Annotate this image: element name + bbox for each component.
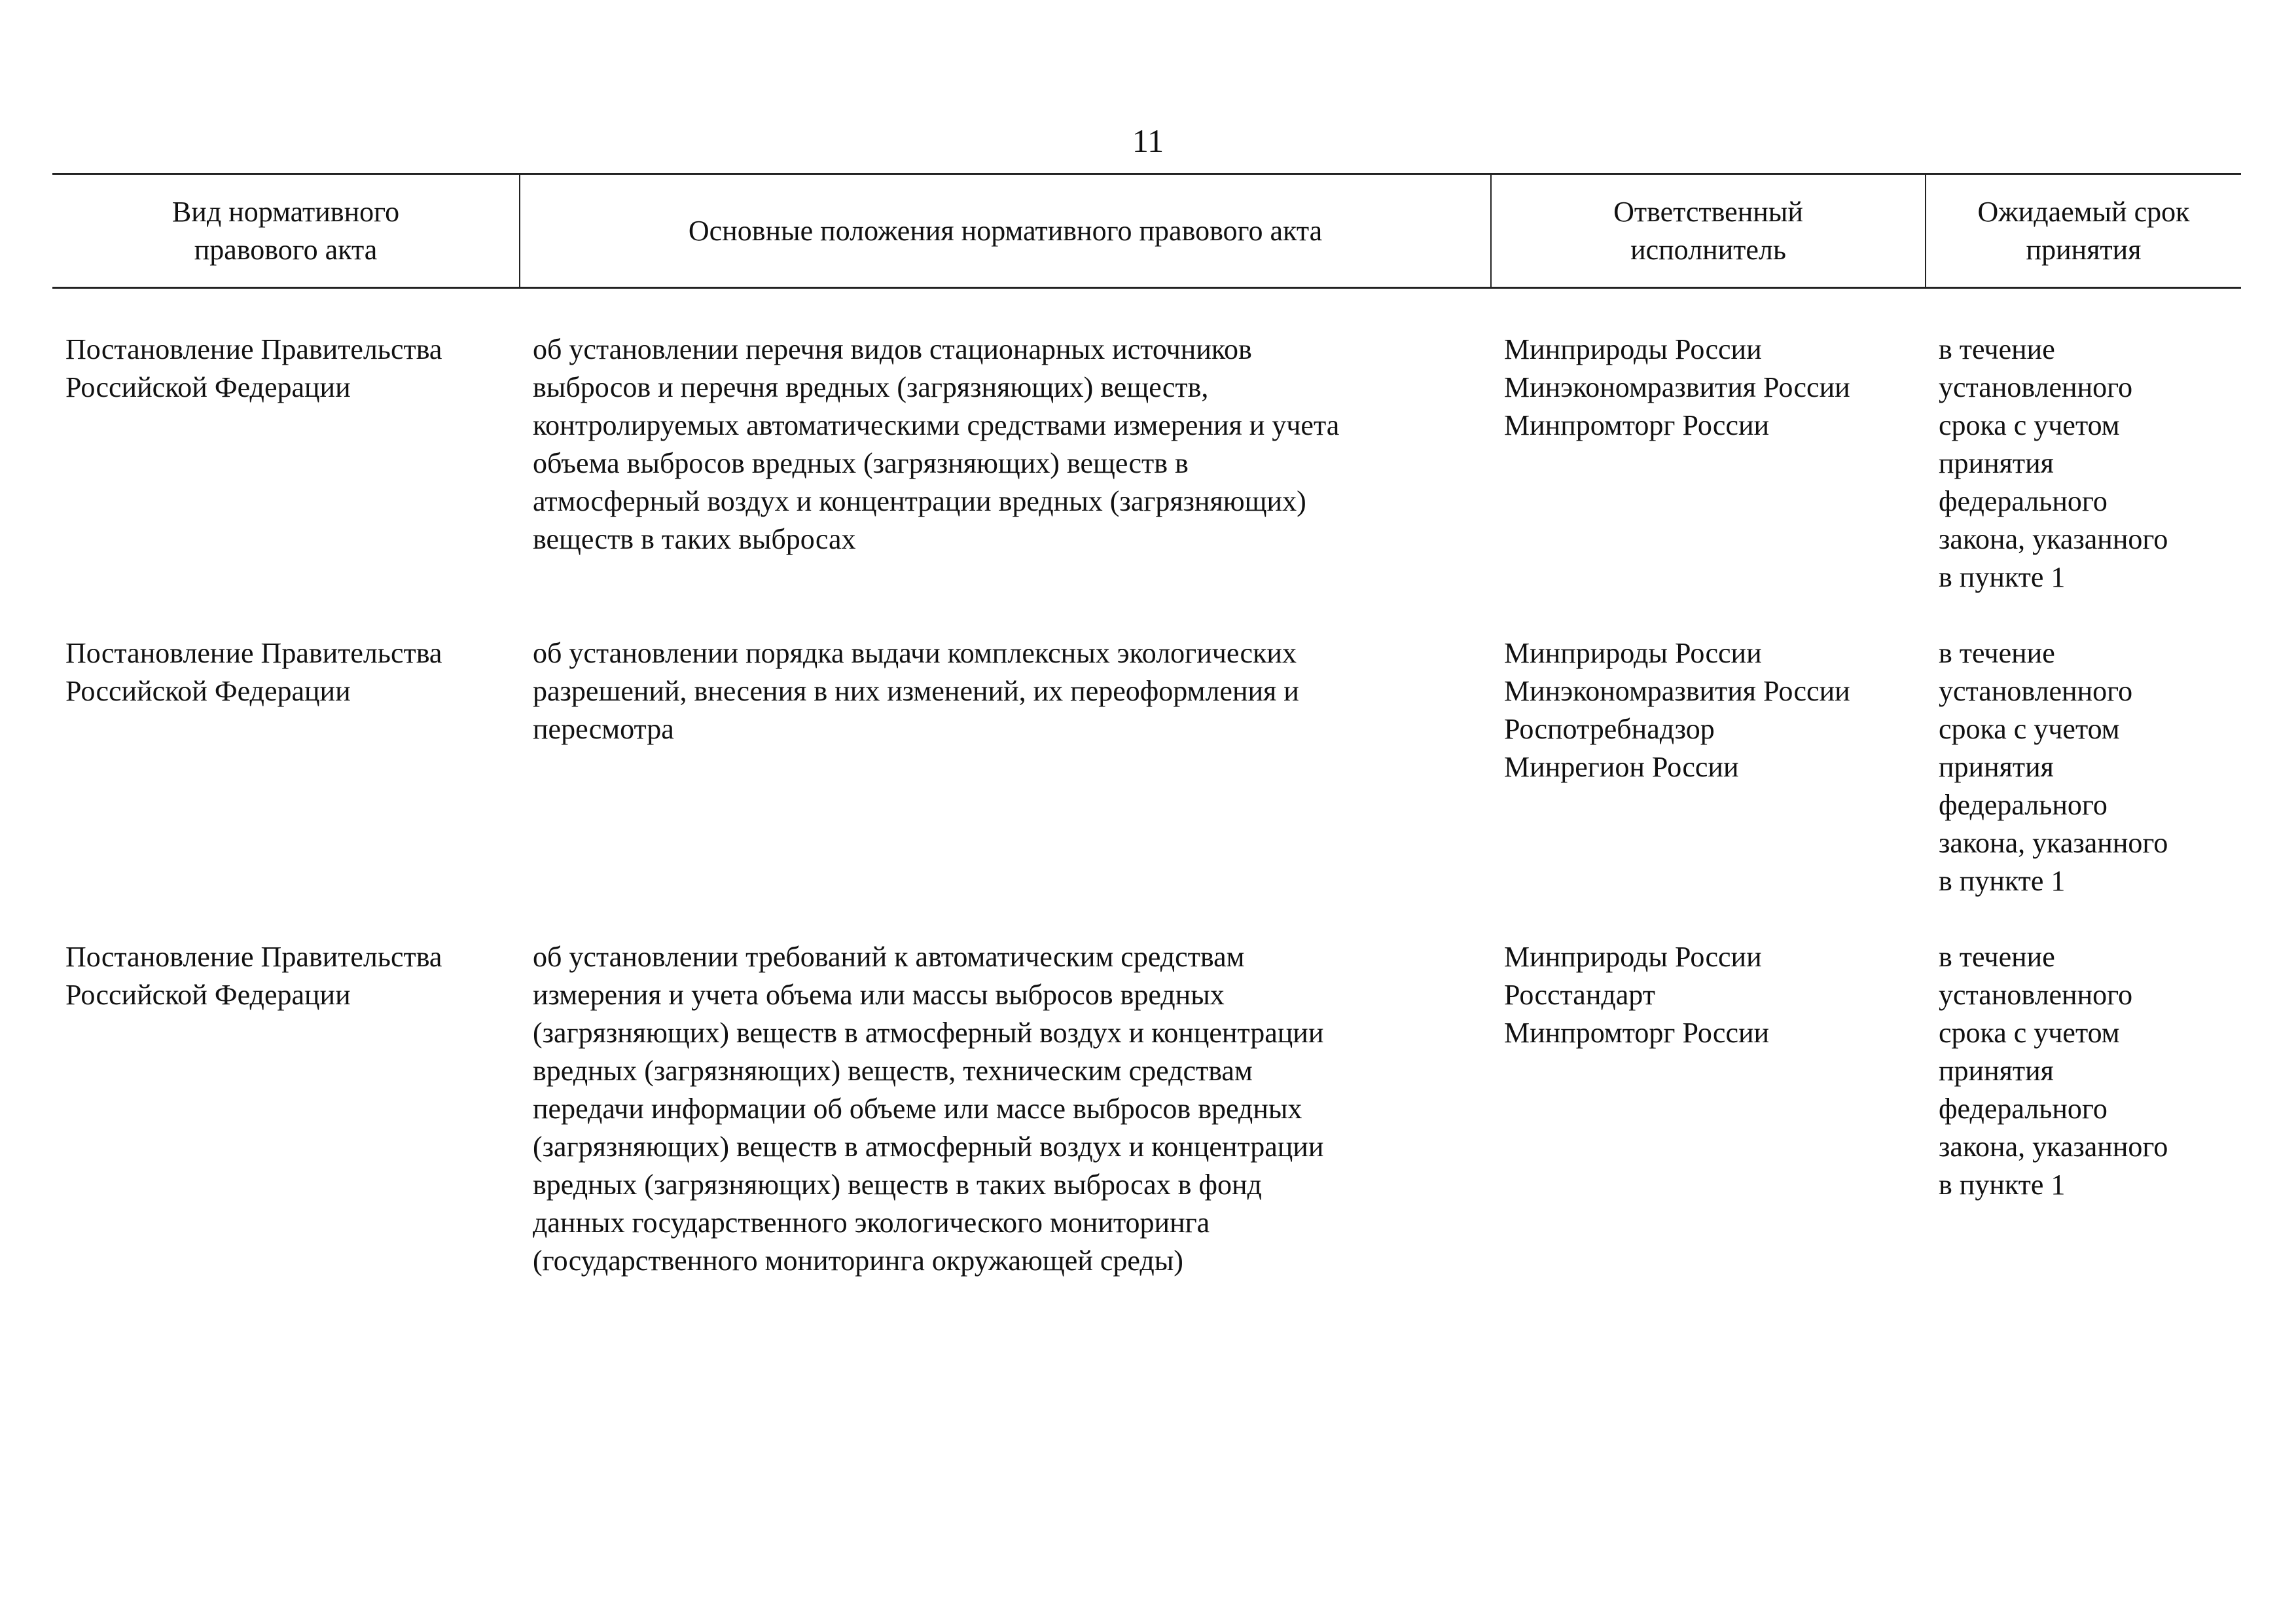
text-line: пересмотра xyxy=(533,713,674,745)
text-line: в пункте 1 xyxy=(1939,561,2066,593)
text-line: Постановление Правительства xyxy=(65,941,442,973)
text-line: в пункте 1 xyxy=(1939,865,2066,897)
text-line: объема выбросов вредных (загрязняющих) веществ в xyxy=(533,447,1189,479)
text-line: принятия xyxy=(1939,1055,2054,1087)
text-line: срока с учетом xyxy=(1939,409,2120,441)
cell-act-type xyxy=(52,596,520,900)
cell-act-type xyxy=(52,900,520,1280)
table-row xyxy=(52,288,2241,597)
text-line: Постановление Правительства xyxy=(65,333,442,365)
text-line: федерального xyxy=(1939,1093,2108,1125)
text-line: Минрегион России xyxy=(1504,751,1739,783)
text-line: (загрязняющих) веществ в атмосферный воздух и концентрации xyxy=(533,1017,1324,1049)
text-line: закона, указанного xyxy=(1939,827,2168,859)
header-provisions xyxy=(520,174,1491,288)
header-deadline xyxy=(1926,174,2241,288)
text-line: Российской Федерации xyxy=(65,371,351,403)
text-line: вредных (загрязняющих) веществ в таких выбросах в фонд xyxy=(533,1169,1262,1201)
table-header-row xyxy=(52,174,2241,288)
table-row xyxy=(52,900,2241,1280)
text-line: в пункте 1 xyxy=(1939,1169,2066,1201)
text-line: в течение xyxy=(1939,941,2055,973)
cell-provisions xyxy=(520,900,1491,1280)
text-line: (государственного мониторинга окружающей среды) xyxy=(533,1245,1183,1277)
text-line: веществ в таких выбросах xyxy=(533,523,856,555)
text-line: контролируемых автоматическими средствами измерения и учета xyxy=(533,409,1340,441)
text-line: принятия xyxy=(1939,751,2054,783)
text-line: закона, указанного xyxy=(1939,523,2168,555)
header-act-type xyxy=(52,174,520,288)
text-line: принятия xyxy=(1939,447,2054,479)
text-line: срока с учетом xyxy=(1939,713,2120,745)
text-line: разрешений, внесения в них изменений, их переоформления и xyxy=(533,675,1299,707)
text-line: данных государственного экологического мониторинга xyxy=(533,1207,1210,1239)
text-line: передачи информации об объеме или массе выбросов вредных xyxy=(533,1093,1302,1125)
text-line: Минпромторг России xyxy=(1504,409,1770,441)
cell-provisions xyxy=(520,596,1491,900)
text-line: атмосферный воздух и концентрации вредных (загрязняющих) xyxy=(533,485,1306,517)
header-line: правового акта xyxy=(194,233,378,266)
text-line: вредных (загрязняющих) веществ, техническим средствам xyxy=(533,1055,1253,1087)
text-line: в течение xyxy=(1939,333,2055,365)
text-line: Минприроды России xyxy=(1504,941,1762,973)
text-line: Роспотребнадзор xyxy=(1504,713,1715,745)
text-line: Минприроды России xyxy=(1504,333,1762,365)
cell-deadline xyxy=(1926,900,2241,1280)
text-line: (загрязняющих) веществ в атмосферный воздух и концентрации xyxy=(533,1131,1324,1163)
cell-deadline xyxy=(1926,288,2241,597)
table-row xyxy=(52,596,2241,900)
cell-act-type xyxy=(52,288,520,597)
header-line: Ответственный xyxy=(1613,195,1803,228)
header-executor xyxy=(1491,174,1926,288)
text-line: выбросов и перечня вредных (загрязняющих) веществ, xyxy=(533,371,1209,403)
legal-acts-table xyxy=(52,173,2241,1280)
header-line: Основные положения нормативного правового акта xyxy=(688,214,1323,247)
text-line: срока с учетом xyxy=(1939,1017,2120,1049)
text-line: об установлении требований к автоматическим средствам xyxy=(533,941,1245,973)
cell-executors xyxy=(1491,288,1926,597)
text-line: об установлении порядка выдачи комплексных экологических xyxy=(533,637,1297,669)
cell-executors xyxy=(1491,900,1926,1280)
header-line: Ожидаемый срок xyxy=(1977,195,2190,228)
text-line: закона, указанного xyxy=(1939,1131,2168,1163)
text-line: Российской Федерации xyxy=(65,979,351,1011)
text-line: Минприроды России xyxy=(1504,637,1762,669)
text-line: федерального xyxy=(1939,485,2108,517)
cell-executors xyxy=(1491,596,1926,900)
header-line: Вид нормативного xyxy=(171,195,400,228)
text-line: измерения и учета объема или массы выбросов вредных xyxy=(533,979,1225,1011)
page-number: 11 xyxy=(1132,122,1164,159)
text-line: установленного xyxy=(1939,371,2133,403)
text-line: Постановление Правительства xyxy=(65,637,442,669)
text-line: в течение xyxy=(1939,637,2055,669)
text-line: Минэкономразвития России xyxy=(1504,675,1850,707)
header-line: исполнитель xyxy=(1630,233,1786,266)
text-line: об установлении перечня видов стационарных источников xyxy=(533,333,1252,365)
text-line: Минэкономразвития России xyxy=(1504,371,1850,403)
text-line: Российской Федерации xyxy=(65,675,351,707)
text-line: Минпромторг России xyxy=(1504,1017,1770,1049)
text-line: федерального xyxy=(1939,789,2108,821)
cell-provisions xyxy=(520,288,1491,597)
text-line: Росстандарт xyxy=(1504,979,1655,1011)
header-line: принятия xyxy=(2026,233,2142,266)
text-line: установленного xyxy=(1939,979,2133,1011)
text-line: установленного xyxy=(1939,675,2133,707)
cell-deadline xyxy=(1926,596,2241,900)
